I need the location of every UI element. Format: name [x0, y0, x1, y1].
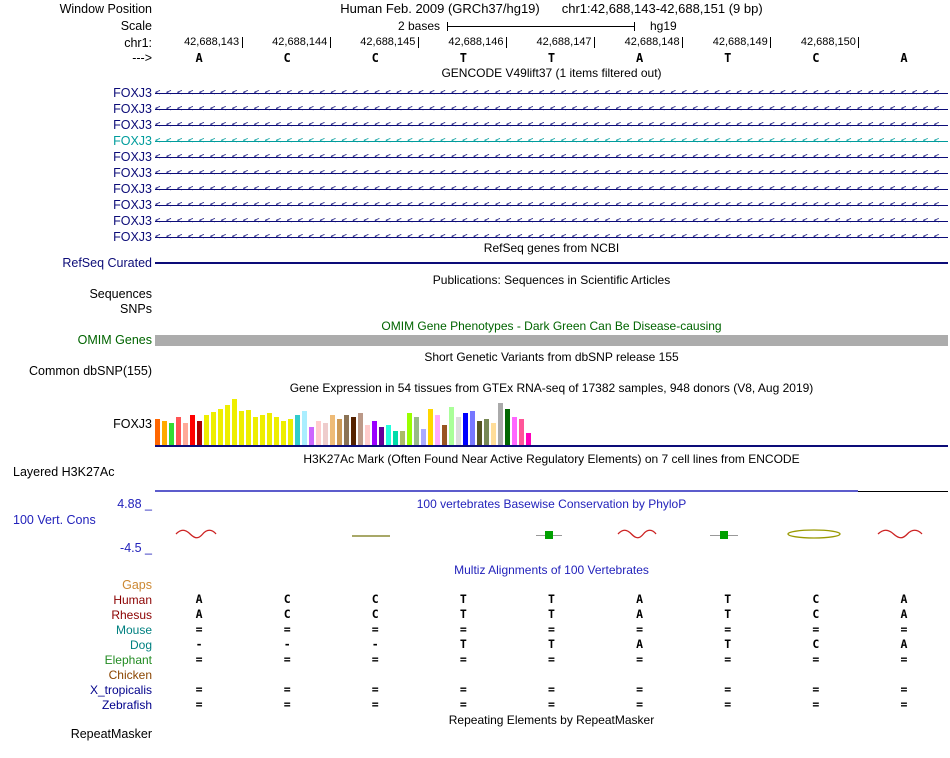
species-label: Dog	[129, 638, 152, 652]
alignment-cell: T	[459, 637, 467, 651]
gtex-tissue-bar[interactable]	[253, 417, 258, 445]
position-tick-mark	[682, 37, 683, 48]
gtex-tissue-bar[interactable]	[218, 409, 223, 445]
species-alignment-row[interactable]	[155, 593, 948, 606]
phylop-mark-square	[545, 531, 553, 539]
chromosome-label: chr1:	[124, 36, 152, 50]
alignment-cell: T	[724, 607, 732, 621]
gtex-tissue-bar[interactable]	[407, 413, 412, 445]
gtex-tissue-bar[interactable]	[344, 415, 349, 445]
sequence-base: A	[635, 51, 644, 65]
gtex-tissue-bar[interactable]	[225, 405, 230, 445]
h3k27ac-signal-line[interactable]	[155, 490, 858, 492]
scale-row	[155, 20, 948, 33]
position-tick-mark	[858, 37, 859, 48]
alignment-cell: C	[812, 592, 820, 606]
position-tick-mark	[506, 37, 507, 48]
phylop-mark-wave	[617, 527, 657, 543]
strand-arrows: <<<<<<<<<<<<<<<<<<<<<<<<<<<<<<<<<<<<<<<<<<<<<<<<<<<<<<<<<<<<<<<<<<<<<<<<	[155, 168, 945, 178]
position-tick-label: 42,688,147	[536, 36, 592, 48]
alignment-cell: =	[812, 622, 820, 636]
species-alignment-row[interactable]	[155, 608, 948, 621]
gtex-tissue-bar[interactable]	[183, 423, 188, 445]
gtex-tissue-bar[interactable]	[274, 417, 279, 445]
alignment-cell: A	[636, 637, 644, 651]
gtex-tissue-bar[interactable]	[435, 415, 440, 445]
species-label: X_tropicalis	[89, 683, 152, 697]
gtex-gene-label: FOXJ3	[113, 417, 152, 431]
gtex-tissue-bar[interactable]	[456, 417, 461, 445]
scale-label: Scale	[120, 19, 152, 33]
gencode-transcript-item[interactable]	[155, 118, 948, 133]
gencode-transcript-item[interactable]	[155, 166, 948, 181]
alignment-cell: C	[283, 607, 291, 621]
species-label: Mouse	[115, 623, 152, 637]
sequence-base: C	[283, 51, 291, 65]
gtex-tissue-bar[interactable]	[246, 410, 251, 445]
gtex-tissue-bar[interactable]	[477, 421, 482, 445]
alignment-cell: C	[812, 607, 820, 621]
phylop-mark-wave	[877, 527, 923, 543]
alignment-cell: A	[900, 637, 908, 651]
repeatmasker-label: RepeatMasker	[70, 727, 152, 741]
alignment-cell: A	[195, 592, 203, 606]
alignment-cell: =	[371, 682, 379, 696]
position-ticks-row[interactable]	[155, 36, 948, 50]
gencode-transcript-label: FOXJ3	[113, 198, 152, 212]
gtex-tissue-bar[interactable]	[491, 423, 496, 445]
species-label: Rhesus	[111, 608, 152, 622]
gtex-tissue-bar[interactable]	[449, 407, 454, 445]
strand-arrows: <<<<<<<<<<<<<<<<<<<<<<<<<<<<<<<<<<<<<<<<<<<<<<<<<<<<<<<<<<<<<<<<<<<<<<<<	[155, 200, 945, 210]
alignment-cell: T	[548, 607, 555, 621]
species-label: Elephant	[104, 653, 152, 667]
strand-arrows: <<<<<<<<<<<<<<<<<<<<<<<<<<<<<<<<<<<<<<<<<<<<<<<<<<<<<<<<<<<<<<<<<<<<<<<<	[155, 216, 945, 226]
alignment-cell: =	[371, 697, 379, 711]
position-tick-mark	[770, 37, 771, 48]
gtex-tissue-bar[interactable]	[337, 419, 342, 445]
alignment-cell: T	[459, 592, 467, 606]
alignment-cell: =	[548, 697, 555, 711]
species-alignment-row[interactable]	[155, 638, 948, 651]
gtex-tissue-bar[interactable]	[519, 419, 524, 445]
position-tick-label: 42,688,144	[272, 36, 328, 48]
phylop-mark-dash	[352, 527, 390, 543]
alignment-cell: =	[812, 697, 820, 711]
alignment-cell: =	[636, 682, 644, 696]
gencode-transcript-item[interactable]	[155, 214, 948, 229]
gtex-tissue-bar[interactable]	[365, 425, 370, 445]
alignment-cell: =	[724, 682, 732, 696]
sequence-base: T	[547, 51, 556, 65]
gencode-transcript-item[interactable]	[155, 182, 948, 197]
alignment-cell: C	[371, 607, 379, 621]
gtex-tissue-bar[interactable]	[211, 412, 216, 445]
phylop-track-label: 100 Vert. Cons	[13, 513, 96, 527]
gtex-tissue-bar[interactable]	[323, 423, 328, 445]
refseq-curated-label: RefSeq Curated	[62, 256, 152, 270]
phylop-mark-box	[710, 527, 738, 543]
gencode-transcript-label: FOXJ3	[113, 166, 152, 180]
h3k27ac-title: H3K27Ac Mark (Often Found Near Active Regulatory Elements) on 7 cell lines from ENCODE	[303, 452, 800, 466]
gencode-transcript-label: FOXJ3	[113, 134, 152, 148]
window-position-label: Window Position	[59, 2, 152, 16]
gtex-tissue-bar[interactable]	[155, 419, 160, 445]
gencode-transcript-item[interactable]	[155, 134, 948, 149]
species-alignment-row[interactable]	[155, 623, 948, 636]
gaps-label: Gaps	[122, 578, 152, 592]
gtex-tissue-bar[interactable]	[351, 417, 356, 445]
gencode-transcript-label: FOXJ3	[113, 182, 152, 196]
alignment-cell: =	[548, 682, 555, 696]
omim-title: OMIM Gene Phenotypes - Dark Green Can Be Disease-causing	[381, 319, 722, 333]
gtex-tissue-bar[interactable]	[176, 417, 181, 445]
gtex-tissue-bar[interactable]	[400, 431, 405, 445]
alignment-cell: =	[283, 682, 291, 696]
publications-title: Publications: Sequences in Scientific Articles	[432, 273, 671, 287]
alignment-cell: =	[548, 622, 555, 636]
gtex-tissue-bar[interactable]	[309, 427, 314, 445]
alignment-cell: -	[195, 637, 203, 651]
window-position-title	[155, 2, 948, 16]
alignment-cell: =	[459, 622, 467, 636]
position-tick-mark	[418, 37, 419, 48]
gtex-tissue-bar[interactable]	[442, 425, 447, 445]
gtex-tissue-bar[interactable]	[505, 409, 510, 445]
sequence-base: C	[371, 51, 379, 65]
sequence-base: C	[812, 51, 820, 65]
gtex-tissue-bar[interactable]	[260, 415, 265, 445]
alignment-cell: =	[195, 697, 203, 711]
phylop-marks[interactable]	[155, 527, 948, 543]
assembly-name: Human Feb. 2009 (GRCh37/hg19)	[340, 1, 540, 16]
gencode-transcript-label: FOXJ3	[113, 150, 152, 164]
alignment-cell: T	[724, 592, 732, 606]
gtex-tissue-bar[interactable]	[526, 433, 531, 445]
gencode-transcript-label: FOXJ3	[113, 102, 152, 116]
sequence-base: A	[900, 51, 908, 65]
sequence-bases-row[interactable]	[155, 51, 948, 65]
alignment-cell: =	[724, 697, 732, 711]
strand-arrows: <<<<<<<<<<<<<<<<<<<<<<<<<<<<<<<<<<<<<<<<<<<<<<<<<<<<<<<<<<<<<<<<<<<<<<<<	[155, 88, 945, 98]
scale-bar	[447, 22, 635, 31]
alignment-cell: -	[283, 637, 291, 651]
alignment-cell: =	[195, 652, 203, 666]
alignment-cell: T	[724, 637, 732, 651]
alignment-cell: =	[900, 652, 908, 666]
species-label: Chicken	[108, 668, 152, 682]
alignment-cell: =	[371, 622, 379, 636]
alignment-cell: A	[900, 592, 908, 606]
gencode-title: GENCODE V49lift37 (1 items filtered out)	[441, 66, 662, 80]
gencode-transcript-label: FOXJ3	[113, 86, 152, 100]
sequence-base: T	[459, 51, 467, 65]
gtex-title: Gene Expression in 54 tissues from GTEx RNA-seq of 17382 samples, 948 donors (V8, Aug 2019)	[289, 381, 814, 395]
alignment-cell: A	[900, 607, 908, 621]
gtex-tissue-bar[interactable]	[386, 425, 391, 445]
species-alignment-row[interactable]	[155, 653, 948, 666]
gtex-tissue-bar[interactable]	[372, 421, 377, 445]
phylop-mark-ellipse	[787, 527, 841, 543]
gtex-tissue-bar[interactable]	[267, 413, 272, 445]
gtex-tissue-bar[interactable]	[498, 403, 503, 445]
publications-sequences-label: Sequences	[89, 287, 152, 301]
strand-arrows: <<<<<<<<<<<<<<<<<<<<<<<<<<<<<<<<<<<<<<<<<<<<<<<<<<<<<<<<<<<<<<<<<<<<<<<<	[155, 232, 945, 242]
alignment-cell: =	[548, 652, 555, 666]
alignment-cell: T	[548, 592, 555, 606]
h3k27ac-label: Layered H3K27Ac	[13, 465, 115, 479]
publications-snps-label: SNPs	[120, 302, 152, 316]
refseq-title: RefSeq genes from NCBI	[483, 241, 620, 255]
alignment-cell: =	[636, 697, 644, 711]
phylop-mark-wave	[175, 527, 217, 543]
alignment-cell: =	[812, 682, 820, 696]
gtex-tissue-bar[interactable]	[512, 417, 517, 445]
gtex-tissue-bar[interactable]	[358, 413, 363, 445]
alignment-cell: =	[195, 622, 203, 636]
strand-direction-label: --->	[132, 51, 152, 65]
alignment-cell: =	[900, 682, 908, 696]
phylop-mark-dash	[352, 535, 390, 537]
species-label: Zebrafish	[101, 698, 152, 712]
alignment-cell: C	[283, 592, 291, 606]
alignment-cell: =	[459, 682, 467, 696]
refseq-curated-item[interactable]	[155, 262, 948, 264]
phylop-max-label: 4.88 _	[117, 497, 152, 511]
assembly-short-label: hg19	[650, 19, 677, 33]
gtex-tissue-bar[interactable]	[281, 421, 286, 445]
alignment-cell: =	[724, 622, 732, 636]
strand-arrows: <<<<<<<<<<<<<<<<<<<<<<<<<<<<<<<<<<<<<<<<<<<<<<<<<<<<<<<<<<<<<<<<<<<<<<<<	[155, 136, 945, 146]
alignment-cell: =	[459, 652, 467, 666]
gencode-transcript-label: FOXJ3	[113, 118, 152, 132]
gtex-tissue-bar[interactable]	[330, 415, 335, 445]
strand-arrows: <<<<<<<<<<<<<<<<<<<<<<<<<<<<<<<<<<<<<<<<<<<<<<<<<<<<<<<<<<<<<<<<<<<<<<<<	[155, 104, 945, 114]
alignment-cell: T	[459, 607, 467, 621]
gtex-tissue-bar[interactable]	[421, 429, 426, 445]
gtex-tissue-bar[interactable]	[204, 415, 209, 445]
gtex-tissue-bar[interactable]	[414, 417, 419, 445]
strand-arrows: <<<<<<<<<<<<<<<<<<<<<<<<<<<<<<<<<<<<<<<<<<<<<<<<<<<<<<<<<<<<<<<<<<<<<<<<	[155, 152, 945, 162]
alignment-cell: C	[371, 592, 379, 606]
phylop-min-label: -4.5 _	[120, 541, 152, 555]
position-tick-label: 42,688,148	[624, 36, 680, 48]
omim-genes-label: OMIM Genes	[77, 333, 152, 347]
gencode-transcript-item[interactable]	[155, 198, 948, 213]
common-dbsnp-label: Common dbSNP(155)	[29, 364, 152, 378]
gtex-tissue-bar[interactable]	[169, 423, 174, 445]
gtex-tissue-bar[interactable]	[393, 431, 398, 445]
gencode-transcript-label: FOXJ3	[113, 230, 152, 244]
position-tick-mark	[594, 37, 595, 48]
gtex-tissue-bar[interactable]	[379, 427, 384, 445]
gtex-bars[interactable]	[155, 397, 533, 445]
position-tick-label: 42,688,143	[184, 36, 240, 48]
position-tick-label: 42,688,145	[360, 36, 416, 48]
gtex-tissue-bar[interactable]	[484, 419, 489, 445]
gtex-tissue-bar[interactable]	[428, 409, 433, 445]
species-alignment-row[interactable]	[155, 668, 948, 681]
gencode-transcript-item[interactable]	[155, 86, 948, 101]
alignment-cell: =	[724, 652, 732, 666]
omim-gene-bar[interactable]	[155, 335, 948, 346]
alignment-cell: =	[371, 652, 379, 666]
alignment-cell: -	[371, 637, 379, 651]
gtex-tissue-bar[interactable]	[316, 421, 321, 445]
alignment-cell: =	[812, 652, 820, 666]
gtex-tissue-bar[interactable]	[295, 415, 300, 445]
repeatmasker-title: Repeating Elements by RepeatMasker	[448, 713, 655, 727]
sequence-base: T	[724, 51, 732, 65]
position-range: chr1:42,688,143-42,688,151 (9 bp)	[561, 1, 763, 16]
gtex-tissue-bar[interactable]	[470, 411, 475, 445]
strand-arrows: <<<<<<<<<<<<<<<<<<<<<<<<<<<<<<<<<<<<<<<<<<<<<<<<<<<<<<<<<<<<<<<<<<<<<<<<	[155, 120, 945, 130]
multiz-title: Multiz Alignments of 100 Vertebrates	[454, 563, 649, 577]
species-alignment-row[interactable]	[155, 698, 948, 711]
species-alignment-row[interactable]	[155, 683, 948, 696]
alignment-cell: =	[636, 622, 644, 636]
alignment-cell: C	[812, 637, 820, 651]
alignment-cell: =	[283, 697, 291, 711]
sequence-base: A	[195, 51, 203, 65]
alignment-cell: =	[195, 682, 203, 696]
species-label: Human	[113, 593, 152, 607]
strand-arrows: <<<<<<<<<<<<<<<<<<<<<<<<<<<<<<<<<<<<<<<<<<<<<<<<<<<<<<<<<<<<<<<<<<<<<<<<	[155, 184, 945, 194]
alignment-cell: =	[459, 697, 467, 711]
gencode-transcript-item[interactable]	[155, 102, 948, 117]
gtex-tissue-bar[interactable]	[302, 411, 307, 445]
dbsnp-title: Short Genetic Variants from dbSNP release 155	[424, 350, 679, 364]
alignment-cell: T	[548, 637, 555, 651]
position-tick-mark	[242, 37, 243, 48]
alignment-cell: A	[636, 592, 644, 606]
alignment-cell: =	[900, 697, 908, 711]
alignment-cell: A	[636, 607, 644, 621]
position-tick-label: 42,688,150	[800, 36, 856, 48]
alignment-cell: A	[195, 607, 203, 621]
gtex-tissue-bar[interactable]	[232, 399, 237, 445]
gtex-tissue-bar[interactable]	[463, 413, 468, 445]
gtex-tissue-bar[interactable]	[288, 419, 293, 445]
alignment-cell: =	[283, 652, 291, 666]
phylop-mark-square	[720, 531, 728, 539]
gencode-transcript-item[interactable]	[155, 150, 948, 165]
phylop-mark-box	[536, 527, 562, 543]
phylop-title: 100 vertebrates Basewise Conservation by PhyloP	[416, 497, 687, 511]
position-tick-label: 42,688,146	[448, 36, 504, 48]
alignment-cell: =	[283, 622, 291, 636]
scale-value: 2 bases	[397, 19, 440, 33]
gtex-baseline	[155, 445, 948, 447]
gencode-transcript-label: FOXJ3	[113, 214, 152, 228]
alignment-cell: =	[900, 622, 908, 636]
gtex-tissue-bar[interactable]	[162, 421, 167, 445]
position-tick-mark	[330, 37, 331, 48]
position-tick-label: 42,688,149	[712, 36, 768, 48]
alignment-cell: =	[636, 652, 644, 666]
gtex-tissue-bar[interactable]	[239, 411, 244, 445]
gtex-tissue-bar[interactable]	[197, 421, 202, 445]
gtex-tissue-bar[interactable]	[190, 415, 195, 445]
